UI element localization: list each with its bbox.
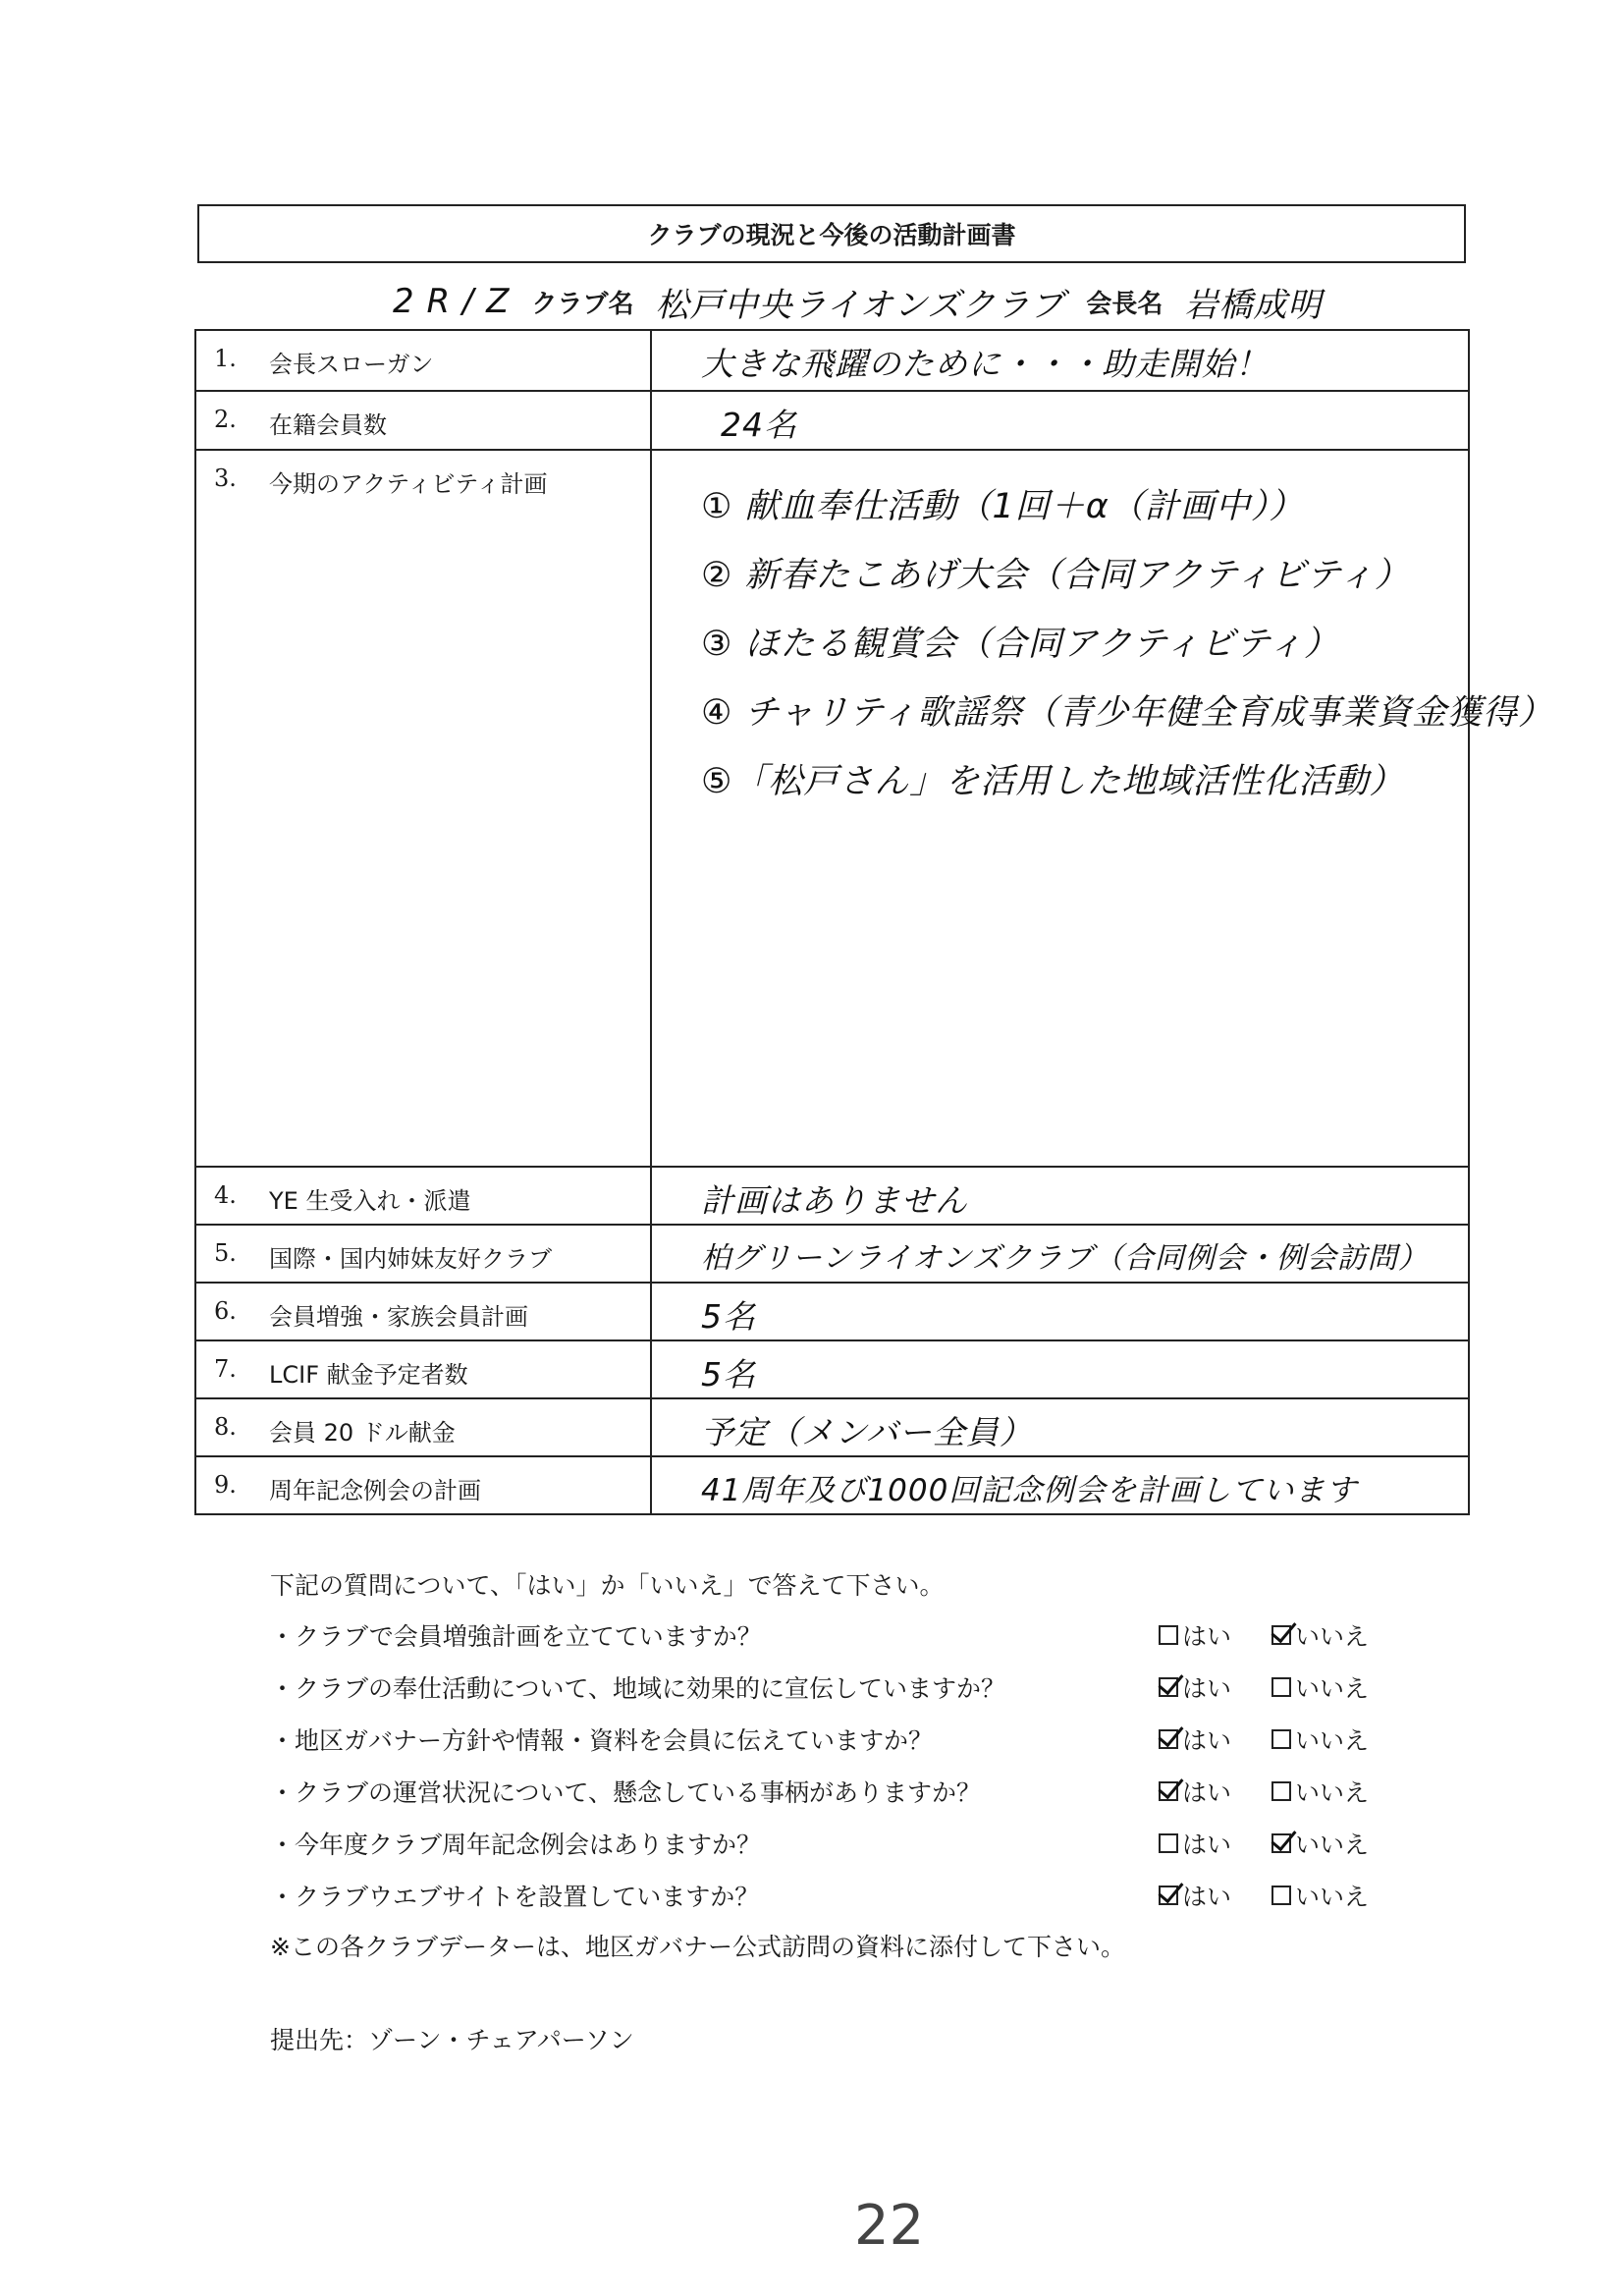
lcif-value: 5名 [701,1355,756,1394]
row-label: LCIF 献金予定者数 [269,1361,468,1389]
row-label: 会長スローガン [269,351,434,378]
plan-table [194,329,1553,1515]
row-label: 今期のアクティビティ計画 [269,470,548,498]
region-zone: 2 R / Z [393,282,511,321]
row-number: 2. [214,406,237,433]
row-label: 国際・国内姉妹友好クラブ [269,1245,552,1273]
table-row-ye [195,1167,1469,1225]
checkbox-no[interactable] [1271,1833,1291,1853]
question-text: ・今年度クラブ周年記念例会はありますか？ [270,1830,762,1859]
row-number: 4. [214,1181,237,1209]
checkbox-yes[interactable] [1159,1625,1178,1645]
checkbox-yes[interactable] [1159,1833,1178,1853]
table-row-lcif [195,1340,1469,1398]
list-item: ④ チャリティ歌謡祭（青少年健全育成事業資金獲得） [701,693,1553,733]
question-list [270,1609,1399,1921]
table-row-donation [195,1398,1469,1456]
answer-label-yes: はい [1182,1673,1232,1703]
question-text: ・地区ガバナー方針や情報・資料を会員に伝えていますか？ [270,1725,934,1755]
question-text: ・クラブの奉仕活動について、地域に効果的に宣伝していますか？ [270,1673,1006,1703]
answer-option-yes[interactable] [1159,1669,1271,1705]
answer-option-yes[interactable] [1159,1617,1271,1653]
checkbox-yes[interactable] [1159,1886,1178,1905]
checkbox-yes[interactable] [1159,1781,1178,1801]
question-row [270,1609,1399,1661]
question-row [270,1661,1399,1713]
row-number: 9. [214,1471,237,1499]
checkbox-no[interactable] [1271,1781,1291,1801]
list-item: ② 新春たこあげ大会（合同アクティビティ） [701,556,1410,595]
answer-option-yes[interactable] [1159,1826,1271,1861]
row-label: YE 生受入れ・派遣 [269,1187,471,1215]
checkbox-no[interactable] [1271,1729,1291,1749]
table-row-anniversary [195,1456,1469,1514]
activity-list [652,451,1553,816]
row-number: 6. [214,1297,237,1325]
answer-option-no[interactable] [1271,1774,1384,1809]
row-number: 7. [214,1355,237,1383]
row-label: 会員 20 ドル献金 [269,1419,456,1447]
list-item: ① 献血奉仕活動（1回＋α（計画中）） [701,487,1305,526]
slogan-value: 大きな飛躍のために・・・助走開始！ [701,345,1269,383]
row-label: 在籍会員数 [269,411,387,439]
answer-label-no: いいえ [1295,1830,1370,1859]
row-number: 3. [214,465,237,492]
club-header [393,277,1322,326]
question-intro: 下記の質問について、「はい」か「いいえ」で答えて下さい。 [270,1571,945,1600]
row-label: 会員増強・家族会員計画 [269,1303,528,1331]
document-title: クラブの現況と今後の活動計画書 [197,204,1466,263]
club-name-value: 松戸中央ライオンズクラブ [655,285,1065,325]
growth-value: 5名 [701,1297,756,1336]
submit-to: 提出先：ゾーン・チェアパーソン [270,2026,634,2054]
row-number: 5. [214,1239,237,1267]
page-number: 22 [854,2194,925,2258]
club-name-label: クラブ名 [531,289,634,319]
answer-label-yes: はい [1182,1777,1232,1807]
question-row [270,1765,1399,1817]
table-row-activities [195,450,1469,1167]
question-text: ・クラブウエブサイトを設置していますか？ [270,1882,760,1911]
anniversary-value: 41周年及び1000回記念例会を計画しています [701,1473,1358,1508]
answer-label-yes: はい [1182,1882,1232,1911]
table-row-growth [195,1283,1469,1340]
members-value: 24名 [721,406,797,444]
table-row-sister-club [195,1225,1469,1283]
ye-value: 計画はありません [701,1181,968,1220]
answer-option-no[interactable] [1271,1878,1384,1913]
president-name-value: 岩橋成明 [1184,285,1323,325]
checkbox-no[interactable] [1271,1625,1291,1645]
answer-option-no[interactable] [1271,1617,1384,1653]
row-label: 周年記念例会の計画 [269,1477,481,1504]
answer-label-no: いいえ [1295,1621,1370,1651]
checkbox-yes[interactable] [1159,1729,1178,1749]
answer-label-yes: はい [1182,1830,1232,1859]
question-text: ・クラブの運営状況について、懸念している事柄がありますか？ [270,1777,982,1807]
sister-club-value: 柏グリーンライオンズクラブ（合同例会・例会訪問） [701,1241,1429,1276]
attachment-note: ※この各クラブデーターは、地区ガバナー公式訪問の資料に添付して下さい。 [270,1933,1125,1961]
question-text: ・クラブで会員増強計画を立てていますか？ [270,1621,762,1651]
question-row [270,1817,1399,1869]
row-number: 8. [214,1413,237,1441]
donation-value: 予定（メンバー全員） [701,1413,1033,1451]
answer-option-no[interactable] [1271,1722,1384,1757]
answer-option-no[interactable] [1271,1826,1384,1861]
table-row-slogan [195,330,1469,391]
checkbox-no[interactable] [1271,1886,1291,1905]
question-row [270,1869,1399,1921]
answer-label-no: いいえ [1295,1725,1370,1755]
answer-option-yes[interactable] [1159,1722,1271,1757]
question-row [270,1713,1399,1765]
checkbox-yes[interactable] [1159,1677,1178,1697]
answer-label-yes: はい [1182,1621,1232,1651]
president-name-label: 会長名 [1086,289,1163,319]
row-number: 1. [214,345,237,372]
question-section [270,1563,1399,1972]
table-row-members [195,391,1469,450]
answer-label-no: いいえ [1295,1777,1370,1807]
answer-label-no: いいえ [1295,1882,1370,1911]
answer-option-yes[interactable] [1159,1878,1271,1913]
list-item: ③ ほたる観賞会（合同アクティビティ） [701,625,1339,664]
answer-option-no[interactable] [1271,1669,1384,1705]
answer-option-yes[interactable] [1159,1774,1271,1809]
checkbox-no[interactable] [1271,1677,1291,1697]
list-item: ⑤「松戸さん」を活用した地域活性化活動） [701,762,1405,801]
answer-label-no: いいえ [1295,1673,1370,1703]
answer-label-yes: はい [1182,1725,1232,1755]
